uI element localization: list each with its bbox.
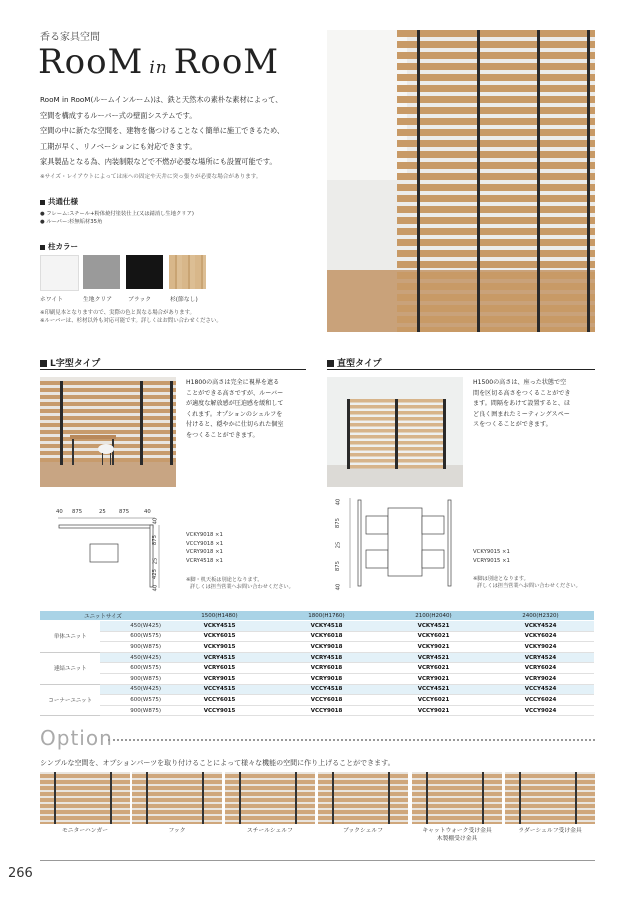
option-label-line: モニターハンガー [61, 828, 109, 834]
desc-line: 付けると、穏やかに仕切られた個室 [186, 421, 284, 428]
table-size-cell: 600(W575) [100, 663, 166, 674]
table-size-cell: 450(W425) [100, 621, 166, 632]
option-desc: シンプルな空間を、オプションパーツを取り付けることによって様々な機能の空間に作り上げることができます。 [40, 759, 395, 767]
table-row [40, 631, 594, 642]
dim-label: 25 [99, 509, 106, 515]
desc-line: くれます。オプションのシェルフを [186, 410, 283, 418]
color-note: ※ルーバーは、杉材以外も対応可能です。詳しくはお問い合わせください。 [40, 318, 222, 324]
table-code-cell: VCCY4524 [487, 684, 594, 695]
table-header: 1800(H1760) [273, 611, 380, 621]
option-label-line: フック [168, 828, 186, 834]
table-header-row [40, 611, 594, 621]
option-photo [412, 772, 502, 824]
title-in: in [149, 58, 168, 78]
l-type-illustration [40, 377, 176, 487]
desc-line: をつくることができます。 [186, 431, 259, 439]
intro-line: 家具製品となる為、内装制限などで不燃が必要な場所にも設置可能です。 [40, 157, 277, 166]
table-size-cell: 600(W575) [100, 631, 166, 642]
table-size-cell: 600(W575) [100, 695, 166, 706]
option-label [412, 827, 502, 843]
model-line: VCKY9018 ×1 [186, 532, 223, 538]
option-label-line: キャットウォーク受け金具 [422, 828, 492, 834]
desc-line: 間を区切る高さをつくることができ [473, 389, 571, 397]
title-part1: RooM [38, 42, 144, 82]
title-part2: RooM [173, 42, 280, 82]
l-type-models [186, 531, 223, 565]
straight-type-heading: 直型タイプ [327, 356, 382, 369]
table-header: ユニットサイズ [40, 611, 166, 621]
table-code-cell: VCCY9024 [487, 705, 594, 716]
dim-label: 25 [335, 541, 342, 549]
swatch-label: 杉(節なし) [170, 297, 198, 303]
table-header: 2400(H2320) [487, 611, 594, 621]
table-row [40, 695, 594, 706]
option-photo [132, 772, 222, 824]
straight-type-illustration [327, 377, 463, 487]
model-line: VCRY9018 ×1 [186, 549, 223, 555]
table-code-cell: VCRY4524 [487, 652, 594, 663]
intro-line: 空間の中に新たな空間を、建物を傷つけることなく簡単に施工できるため、 [40, 126, 285, 135]
spec-heading: 共通仕様 [40, 196, 194, 207]
table-code-cell: VCKY6024 [487, 631, 594, 642]
dim-label: 40 [152, 584, 159, 592]
model-line: VCRY9015 ×1 [473, 557, 510, 564]
swatch-black [126, 255, 163, 289]
intro-text [40, 92, 325, 185]
dim-label: 425 [152, 568, 159, 580]
table-code-cell: VCRY9021 [380, 673, 487, 684]
desc-line: H1500の高さは、座った状態で空 [473, 379, 567, 386]
l-type-notes [186, 577, 294, 591]
note-line: ※脚は別途となります。 [473, 576, 529, 582]
straight-type-plan-diagram [348, 496, 458, 592]
desc-line: ます。間隔をあけて設置すると、ほ [473, 400, 571, 407]
desc-line: ことができる高さですが、ルーバー [186, 389, 284, 397]
color-note: ※印刷見本となりますので、実際の色と異なる場合があります。 [40, 310, 195, 316]
intro-line: RooM in RooM(ルームインルーム)は、鉄と天然木の素朴な素材によって、 [40, 95, 283, 104]
option-label-line: 木製棚受け金具 [436, 836, 478, 842]
straight-type-rule [327, 369, 595, 370]
intro-line: 工期が早く、リノベーションにも対応できます。 [40, 141, 197, 151]
dim-label: 40 [56, 509, 63, 515]
louver-wall-illustration [327, 30, 595, 332]
table-code-cell: VCKY4521 [380, 621, 487, 632]
table-size-cell: 900(W875) [100, 673, 166, 684]
dim-label: 875 [335, 560, 342, 572]
table-code-cell: VCCY6018 [273, 695, 380, 706]
table-code-cell: VCRY6015 [166, 663, 273, 674]
note-line: 詳しくは担当営業へお問い合わせください。 [190, 584, 294, 590]
table-code-cell: VCKY4518 [273, 621, 380, 632]
table-code-cell: VCCY4521 [380, 684, 487, 695]
table-row [40, 663, 594, 674]
intro-note: ※サイズ・レイアウトによっては床への固定や天井に突っ張りが必要な場合があります。 [40, 173, 262, 180]
footer-rule [40, 860, 595, 861]
table-code-cell: VCCY9015 [166, 705, 273, 716]
option-label [132, 827, 222, 835]
dim-label: 40 [335, 583, 342, 591]
option-label-line: ブックシェルフ [342, 828, 384, 834]
option-title: Option [40, 726, 113, 750]
table-row [40, 642, 594, 653]
table-size-cell: 900(W875) [100, 642, 166, 653]
table-group-name: コーナーユニット [40, 684, 100, 716]
option-divider [108, 739, 595, 741]
desc-line: が適度な解放感が圧迫感を緩和して [186, 400, 284, 407]
swatch-label: ホワイト [40, 297, 64, 303]
option-photo [505, 772, 595, 824]
table-row [40, 652, 594, 663]
straight-type-notes [473, 576, 581, 590]
table-size-cell: 900(W875) [100, 705, 166, 716]
l-type-heading: L字型タイプ [40, 356, 100, 369]
swatch-clear [83, 255, 120, 289]
swatch-label: 生地クリア [83, 297, 112, 303]
intro-line: 空間を構成するルーバー式の壁面システムです。 [40, 110, 197, 120]
option-photo [318, 772, 408, 824]
option-label [505, 827, 595, 835]
table-code-cell: VCCY9021 [380, 705, 487, 716]
table-code-cell: VCKY4524 [487, 621, 594, 632]
table-code-cell: VCKY9018 [273, 642, 380, 653]
table-code-cell: VCKY9021 [380, 642, 487, 653]
model-line: VCKY9015 ×1 [473, 549, 510, 555]
model-line: VCRY4518 ×1 [186, 557, 223, 564]
table-code-cell: VCCY6024 [487, 695, 594, 706]
l-type-plan-diagram [55, 516, 165, 594]
desc-line: ど良く囲まれたミーティングスペー [473, 410, 570, 418]
table-code-cell: VCCY6021 [380, 695, 487, 706]
note-line: ※脚・机天板は別途となります。 [186, 577, 263, 583]
colors-heading: 柱カラー [40, 241, 78, 252]
table-header: 1500(H1480) [166, 611, 273, 621]
dim-label: 875 [335, 517, 342, 529]
straight-type-desc [473, 378, 595, 431]
option-label-line: ラダーシェルフ受け金具 [518, 828, 582, 834]
table-group-name: 連結ユニット [40, 652, 100, 684]
swatch-cedar [169, 255, 206, 289]
table-group-name: 単体ユニット [40, 621, 100, 653]
l-type-desc [186, 378, 306, 441]
option-photo [40, 772, 130, 824]
table-code-cell: VCRY9018 [273, 673, 380, 684]
option-photo [225, 772, 315, 824]
desc-line: スをつくることができます。 [473, 421, 552, 428]
catalog-subtitle: 香る家具空間 [40, 32, 100, 43]
product-code-table [40, 611, 594, 716]
table-code-cell: VCRY4515 [166, 652, 273, 663]
option-label [40, 827, 130, 835]
dim-label: 875 [119, 509, 130, 515]
table-code-cell: VCKY6021 [380, 631, 487, 642]
table-code-cell: VCCY6015 [166, 695, 273, 706]
table-code-cell: VCCY4518 [273, 684, 380, 695]
table-code-cell: VCRY9015 [166, 673, 273, 684]
dim-label: 40 [144, 509, 151, 515]
table-code-cell: VCKY6015 [166, 631, 273, 642]
option-label [225, 827, 315, 835]
l-type-rule [40, 369, 306, 370]
note-line: 詳しくは担当営業へお問い合わせください。 [477, 583, 581, 589]
straight-type-models [473, 548, 510, 565]
table-row [40, 673, 594, 684]
spec-item: ● ルーバー:杉無垢材35角 [40, 218, 194, 226]
l-type-photo [40, 377, 176, 487]
table-code-cell: VCCY4515 [166, 684, 273, 695]
model-line: VCCY9018 ×1 [186, 540, 224, 547]
table-row [40, 705, 594, 716]
color-notes [40, 309, 222, 325]
table-code-cell: VCKY9024 [487, 642, 594, 653]
swatch-white [40, 255, 79, 291]
dim-label: 25 [152, 557, 159, 565]
table-row [40, 684, 594, 695]
straight-type-photo [327, 377, 463, 487]
table-code-cell: VCRY6024 [487, 663, 594, 674]
table-code-cell: VCRY6021 [380, 663, 487, 674]
dim-label: 875 [152, 534, 159, 546]
table-code-cell: VCRY4521 [380, 652, 487, 663]
spec-item: ● フレーム:スチール+粉体焼付塗装仕上(又は錆消し生地クリア) [40, 210, 194, 218]
dim-label: 875 [72, 509, 83, 515]
table-size-cell: 450(W425) [100, 684, 166, 695]
table-code-cell: VCKY6018 [273, 631, 380, 642]
table-code-cell: VCRY4518 [273, 652, 380, 663]
hero-photo [327, 30, 595, 332]
desc-line: H1800の高さは完全に視界を遮る [186, 379, 280, 386]
page-number: 266 [8, 866, 33, 881]
swatch-label: ブラック [128, 297, 152, 303]
table-code-cell: VCKY4515 [166, 621, 273, 632]
dim-label: 40 [152, 517, 159, 525]
table-code-cell: VCCY9018 [273, 705, 380, 716]
option-label-line: スチールシェルフ [247, 828, 293, 834]
table-header: 2100(H2040) [380, 611, 487, 621]
table-code-cell: VCRY9024 [487, 673, 594, 684]
table-code-cell: VCRY6018 [273, 663, 380, 674]
common-spec [40, 196, 194, 226]
dim-label: 40 [335, 498, 342, 506]
table-code-cell: VCKY9015 [166, 642, 273, 653]
table-row [40, 621, 594, 632]
page-title [38, 42, 279, 82]
table-size-cell: 450(W425) [100, 652, 166, 663]
option-label [318, 827, 408, 835]
